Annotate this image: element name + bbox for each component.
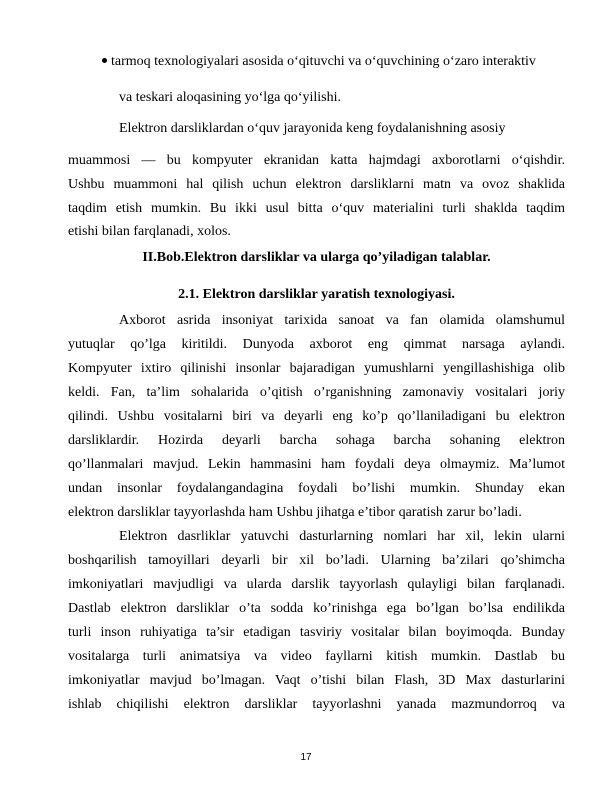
text-line: imkoniyatlar mavjud bo’lmagan. Vaqt o’tishi bilan Flash, 3D Max dasturlarini	[68, 673, 565, 688]
text-line: Dastlab elektron darsliklar o’ta sodda ko’rinishga ega bo’lgan bo’lsa endilikda	[68, 601, 565, 616]
text-line: boshqarilish tamoyillari deyarli bir xil bo’ladi. Ularning ba’zilari qo’shimcha	[68, 553, 565, 568]
text-line: Elektron dasrliklar yatuvchi dasturlarning nomlari har xil, lekin ularni	[119, 529, 565, 544]
text-line: turli inson ruhiyatiga ta’sir etadigan tasviriy vositalar bilan boyimoqda. Bunday	[68, 625, 565, 640]
bullet-item	[102, 54, 536, 70]
text-line: Axborot asrida insoniyat tarixida sanoat va fan olamida olamshumul	[119, 313, 565, 328]
section-heading: 2.1. Elektron darsliklar yaratish texnologiyasi.	[178, 287, 455, 302]
text-line: vositalarga turli animatsiya va video fayllarni kitish mumkin. Dastlab bu	[68, 649, 565, 664]
text-line: qilindi. Ushbu vositalarni biri va deyarli eng ko’p qo’llaniladigani bu elektron	[68, 409, 565, 424]
text-line: qo’llanmalari mavjud. Lekin hammasini ham foydali deya olmaymiz. Ma’lumot	[68, 457, 565, 472]
text-line: undan insonlar foydalangandagina foydali bo’lishi mumkin. Shunday ekan	[68, 481, 565, 496]
text-line: imkoniyatlari mavjudligi va ularda darslik tayyorlash qulayligi bilan farqlanadi.	[68, 577, 565, 592]
text-line: etishi bilan farqlanadi, xolos.	[68, 224, 231, 239]
text-line: taqdim etish mumkin. Bu ikki usul bitta o‘quv materialini turli shaklda taqdim	[68, 201, 565, 216]
text-line: yutuqlar qo’lga kiritildi. Dunyoda axborot eng qimmat narsaga aylandi.	[68, 337, 565, 352]
bullet-icon	[102, 58, 107, 63]
chapter-heading: II.Bob.Elektron darsliklar va ularga qo’yiladigan talablar.	[142, 250, 491, 265]
text-line: Kompyuter ixtiro qilinishi insonlar bajaradigan yumushlarni yengillashishiga olib	[68, 361, 565, 376]
text-line: elektron darsliklar tayyorlashda ham Ushbu jihatga e’tibor qaratish zarur bo’ladi.	[68, 505, 522, 520]
text-line: Ushbu muammoni hal qilish uchun elektron darsliklarni matn va ovoz shaklida	[68, 177, 565, 192]
text-line: ishlab chiqilishi elektron darsliklar tayyorlashni yanada mazmundorroq va	[68, 697, 565, 712]
text-line: muammosi — bu kompyuter ekranidan katta hajmdagi axborotlarni o‘qishdir.	[68, 153, 565, 168]
text-line: darsliklardir. Hozirda deyarli barcha sohaga barcha sohaning elektron	[68, 433, 565, 448]
text-line: keldi. Fan, ta’lim sohalarida o’qitish o’rganishning zamonaviy vositalari joriy	[68, 385, 565, 400]
text-line: Elektron darsliklardan o‘quv jarayonida keng foydalanishning asosiy	[119, 121, 506, 136]
text-line: va teskari aloqasining yo‘lga qo‘yilishi.	[119, 90, 342, 105]
page-number: 17	[300, 752, 312, 763]
bullet-text: tarmoq texnologiyalari asosida o‘qituvchi va o‘quvchining o‘zaro interaktiv	[111, 54, 536, 69]
